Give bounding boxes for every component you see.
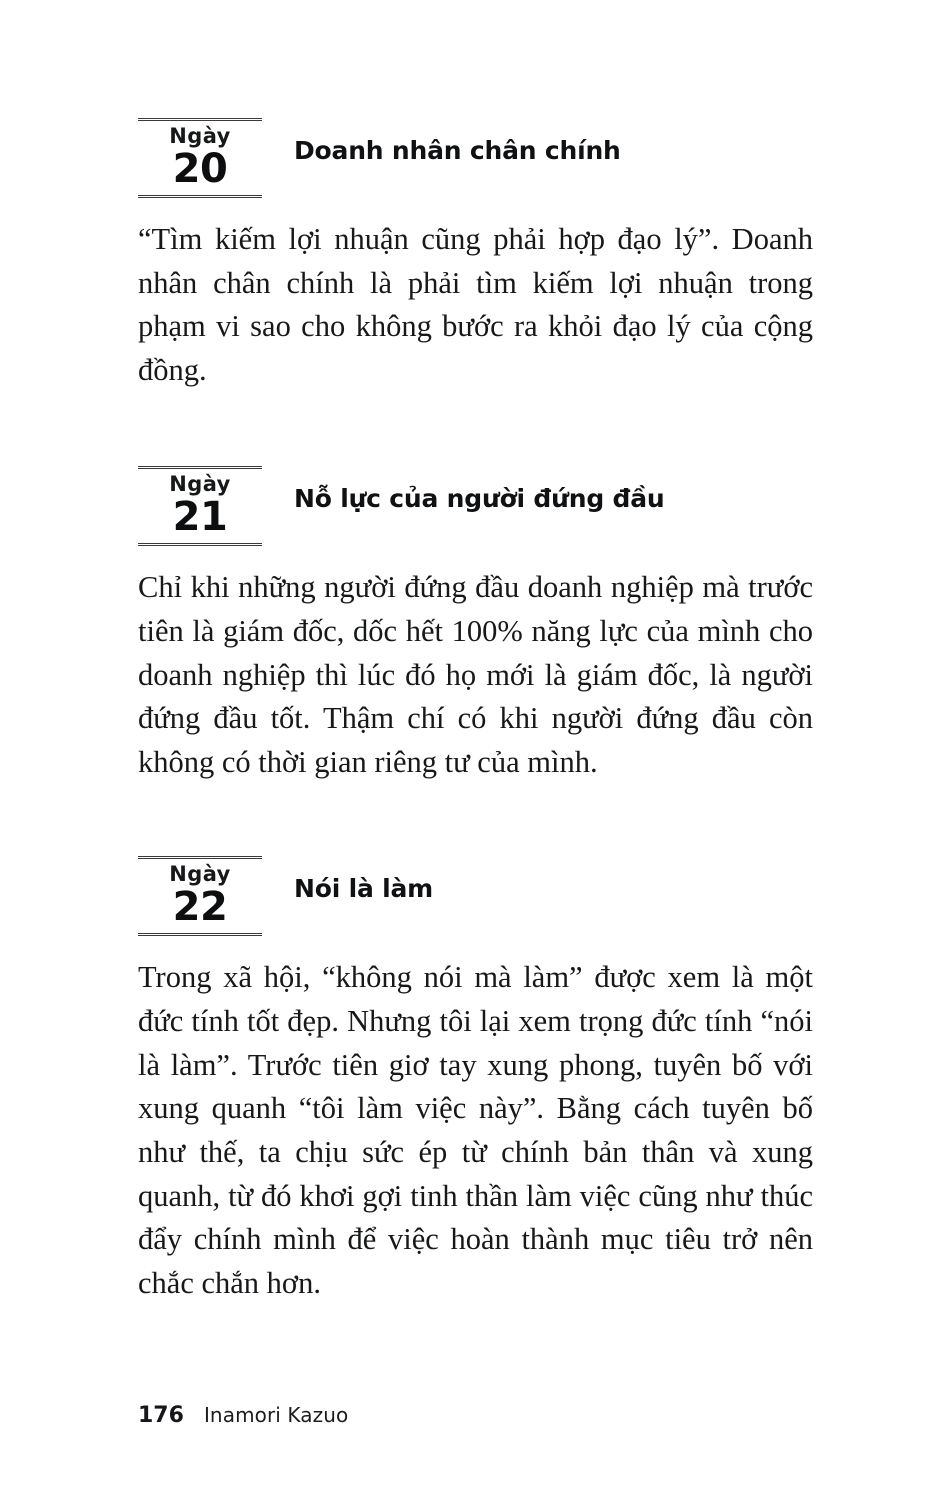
entry-title: Doanh nhân chân chính bbox=[294, 136, 621, 165]
day-label: Ngày bbox=[169, 472, 231, 497]
entry-body: Trong xã hội, “không nói mà làm” được xem là một đức tính tốt đẹp. Nhưng tôi lại xem trọng đức tính “nói là làm”. Trước tiên giơ tay xung phong, tuyên bố với xung quanh “tôi làm việc này”. Bằng cách tuyên bố như thế, ta chịu sức ép từ chính bản thân và xung quanh, từ đó khơi gợi tinh thần làm việc cũng như thúc đẩy chính mình để việc hoàn thành mục tiêu trở nên chắc chắn hơn. bbox=[138, 960, 813, 1300]
entry-day-20 bbox=[138, 118, 813, 392]
day-number: 22 bbox=[172, 884, 228, 931]
entry-day-21 bbox=[138, 466, 813, 784]
entry-title: Nỗ lực của người đứng đầu bbox=[294, 484, 665, 514]
day-number: 21 bbox=[172, 494, 228, 541]
book-author: Inamori Kazuo bbox=[203, 1403, 349, 1427]
section-spacer bbox=[138, 794, 813, 856]
day-badge bbox=[138, 466, 262, 546]
section-spacer bbox=[138, 402, 813, 466]
day-number: 20 bbox=[172, 146, 228, 192]
entry-header bbox=[138, 118, 813, 198]
page-footer bbox=[138, 1403, 348, 1428]
entry-header bbox=[138, 466, 813, 546]
entry-header bbox=[138, 856, 813, 936]
day-badge bbox=[138, 856, 262, 936]
day-label: Ngày bbox=[169, 124, 231, 148]
day-badge bbox=[138, 118, 262, 198]
entry-body: “Tìm kiếm lợi nhuận cũng phải hợp đạo lý”. Doanh nhân chân chính là phải tìm kiếm lợi nhuận trong phạm vi sao cho không bước ra khỏi đạo lý của cộng đồng. bbox=[138, 222, 813, 387]
day-label: Ngày bbox=[169, 862, 231, 887]
entry-body: Chỉ khi những người đứng đầu doanh nghiệp mà trước tiên là giám đốc, dốc hết 100% năng lực của mình cho doanh nghiệp thì lúc đó họ mới là giám đốc, là người đứng đầu tốt. Thậm chí có khi người đứng đầu còn không có thời gian riêng tư của mình. bbox=[138, 570, 813, 779]
page-number: 176 bbox=[138, 1403, 184, 1428]
entry-day-22 bbox=[138, 856, 813, 1305]
entry-title: Nói là làm bbox=[294, 874, 434, 904]
